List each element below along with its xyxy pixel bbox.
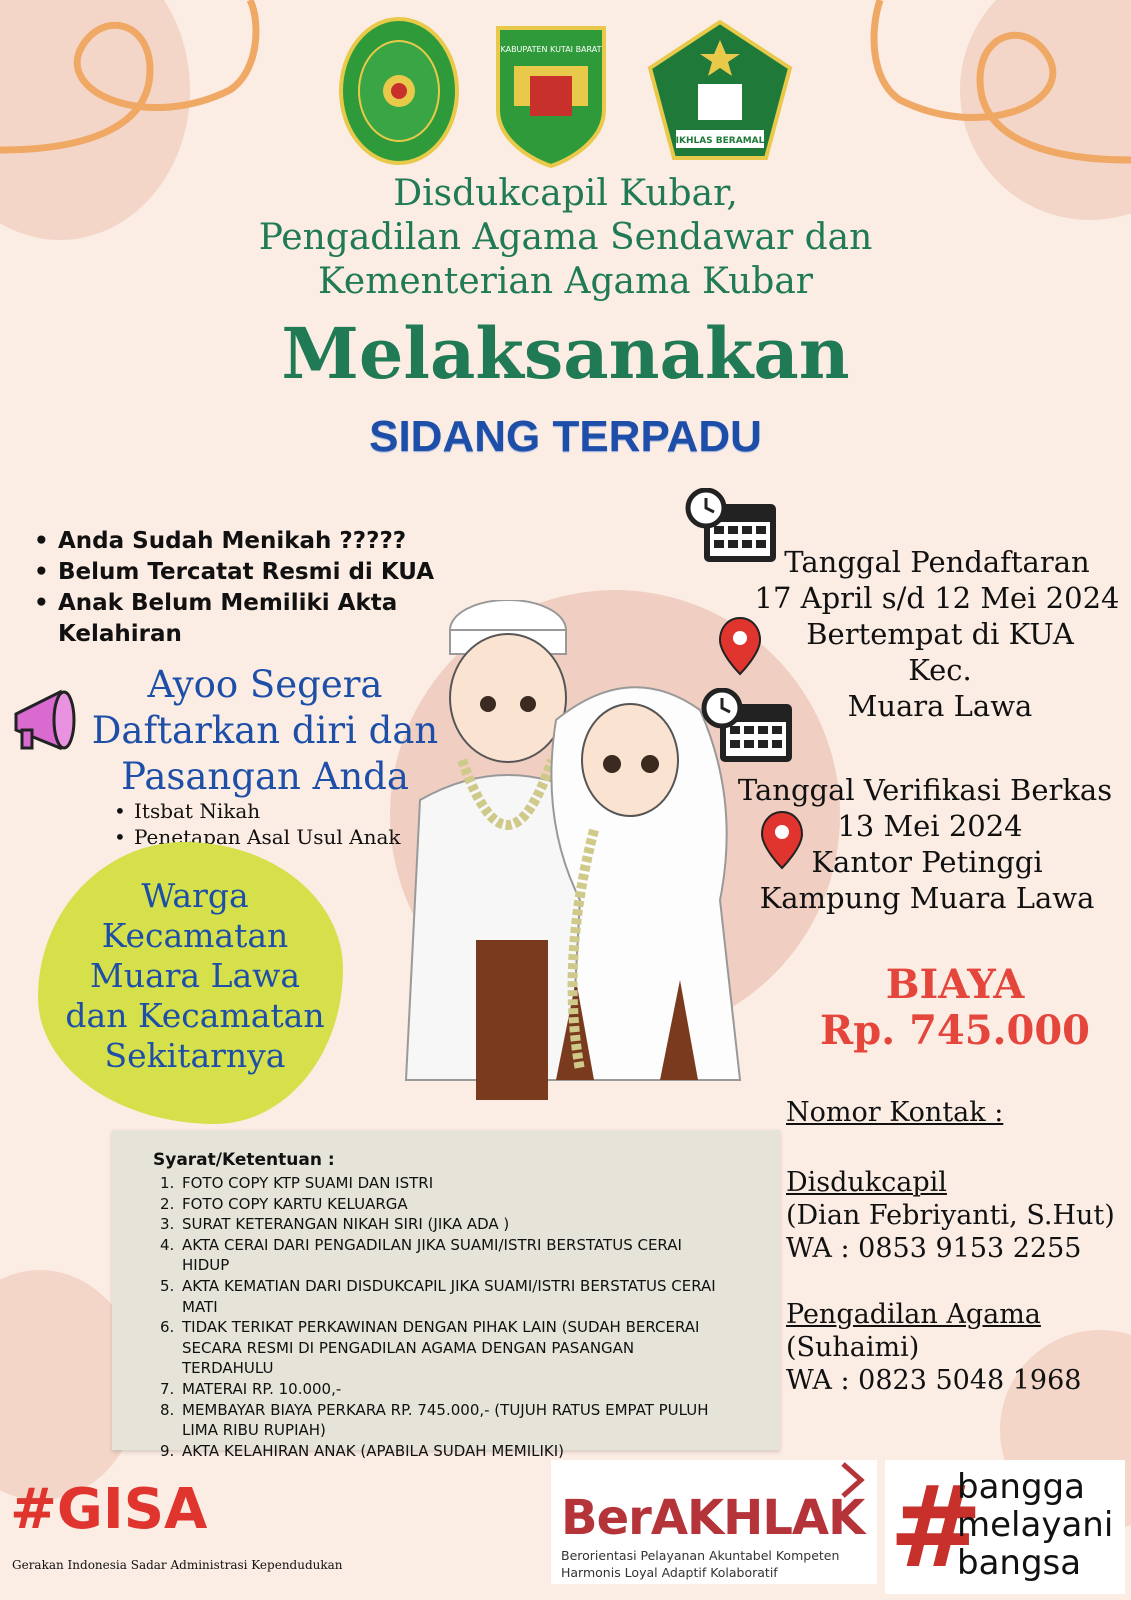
service-item: • Itsbat Nikah	[112, 798, 401, 824]
requirement-line: FOTO COPY KARTU KELUARGA	[182, 1194, 408, 1213]
pengadilan-logo-text	[300, 40, 301, 41]
registration-date: 17 April s/d 12 Mei 2024	[754, 581, 1120, 615]
verification-place-line: Kantor Petinggi	[811, 845, 1043, 879]
organizer-line: Pengadilan Agama Sendawar dan	[258, 217, 873, 258]
cta-line: Pasangan Anda	[121, 755, 409, 798]
gisa-tagline: Gerakan Indonesia Sadar Administrasi Kependudukan	[12, 1558, 343, 1572]
bangga-word: bangga	[957, 1467, 1085, 1507]
warga-line: Muara Lawa	[89, 956, 301, 995]
bangga-word: melayani	[957, 1505, 1114, 1545]
fee-amount: Rp. 745.000	[820, 1007, 1090, 1054]
calendar-clock-icon	[700, 688, 796, 766]
requirement-line: AKTA CERAI DARI PENGADILAN JIKA SUAMI/ISTRI BERSTATUS CERAI	[182, 1235, 682, 1254]
requirement-number: 4.	[160, 1235, 175, 1254]
organizers-title	[0, 172, 1131, 304]
warga-line: dan Kecamatan	[65, 996, 325, 1035]
requirement-line: FOTO COPY KTP SUAMI DAN ISTRI	[182, 1174, 434, 1192]
verification-place	[752, 844, 1102, 916]
organizer-line: Kementerian Agama Kubar	[318, 261, 813, 302]
berakhlak-word: BerAKHLAK	[561, 1490, 865, 1546]
kutai-logo-label: KABUPATEN KUTAI BARAT	[500, 45, 602, 54]
cta-line: Daftarkan diri dan	[91, 709, 439, 752]
contact-org-disdukcapil: Disdukcapil	[786, 1167, 947, 1198]
berakhlak-values-2: Harmonis Loyal Adaptif Kolaboratif	[561, 1565, 778, 1580]
sub-title: SIDANG TERPADU	[369, 412, 762, 461]
requirement-number: 7.	[160, 1379, 175, 1398]
question-item: • Anda Sudah Menikah ?????	[30, 526, 470, 557]
fee-block	[820, 962, 1090, 1054]
contact-org-pengadilan: Pengadilan Agama	[786, 1299, 1041, 1330]
requirement-item	[150, 1379, 770, 1400]
location-pin-icon	[718, 616, 762, 678]
warga-text	[50, 876, 340, 1076]
warga-line: Warga	[141, 876, 249, 915]
requirement-line: HIDUP	[182, 1256, 230, 1275]
requirement-number: 8.	[160, 1400, 175, 1419]
berakhlak-logo	[551, 1460, 877, 1584]
requirement-line: TIDAK TERIKAT PERKAWINAN DENGAN PIHAK LAIN (SUDAH BERCERAI	[182, 1318, 700, 1337]
registration-info	[752, 544, 1122, 580]
contact-wa-pengadilan: WA : 0823 5048 1968	[786, 1365, 1082, 1396]
requirement-number: 1.	[160, 1174, 175, 1192]
requirement-item	[150, 1235, 770, 1276]
contact-name-disdukcapil: (Dian Febriyanti, S.Hut)	[786, 1200, 1115, 1231]
cta-line: Ayoo Segera	[147, 663, 383, 706]
requirement-line: MATI	[182, 1297, 218, 1316]
verification-label: Tanggal Verifikasi Berkas	[737, 773, 1113, 807]
pengadilan-agama-logo	[338, 16, 460, 166]
requirement-item	[150, 1441, 770, 1462]
requirement-line: AKTA KEMATIAN DARI DISDUKCAPIL JIKA SUAMI/ISTRI BERSTATUS CERAI	[182, 1276, 716, 1295]
fee-label: BIAYA	[885, 961, 1025, 1008]
requirement-item	[150, 1173, 770, 1194]
requirement-item	[150, 1317, 770, 1379]
gisa-logo: #GISA	[10, 1477, 208, 1542]
requirement-line: MEMBAYAR BIAYA PERKARA RP. 745.000,- (TUJUH RATUS EMPAT PULUH	[182, 1400, 709, 1419]
verification-place-line: Kampung Muara Lawa	[759, 881, 1095, 915]
requirement-number: 5.	[160, 1276, 175, 1295]
requirement-number: 6.	[160, 1318, 175, 1337]
requirement-item	[150, 1194, 770, 1215]
couple-illustration	[380, 600, 760, 1110]
requirement-number: 3.	[160, 1215, 175, 1234]
contact-heading: Nomor Kontak :	[786, 1097, 1004, 1128]
question-item: • Anak Belum Memiliki Akta Kelahiran	[30, 588, 470, 650]
bangga-melayani-logo	[885, 1460, 1125, 1594]
requirement-line: SECARA RESMI DI PENGADILAN AGAMA DENGAN PASANGAN	[182, 1338, 635, 1357]
kutai-barat-logo	[490, 20, 612, 168]
requirement-line: TERDAHULU	[182, 1359, 274, 1378]
hash-icon: #	[889, 1463, 983, 1593]
requirement-item	[150, 1276, 770, 1317]
megaphone-icon	[8, 686, 84, 756]
service-list	[112, 798, 401, 850]
warga-line: Kecamatan	[101, 916, 289, 955]
requirements-list	[150, 1173, 770, 1461]
requirement-number: 2.	[160, 1194, 175, 1213]
question-item: • Belum Tercatat Resmi di KUA	[30, 557, 470, 588]
bangga-word: bangsa	[957, 1543, 1082, 1583]
registration-place-line: Bertempat di KUA Kec.	[806, 617, 1074, 687]
registration-place	[770, 616, 1110, 724]
kemenag-logo	[640, 18, 800, 166]
registration-place-line: Muara Lawa	[847, 689, 1033, 723]
requirement-line: LIMA RIBU RUPIAH)	[182, 1421, 326, 1440]
registration-label: Tanggal Pendaftaran	[784, 545, 1090, 579]
contact-name-pengadilan: (Suhaimi)	[786, 1332, 920, 1363]
verification-date: 13 Mei 2024	[837, 809, 1023, 843]
requirement-item	[150, 1214, 770, 1235]
kemenag-logo-label: IKHLAS BERAMAL	[675, 136, 765, 146]
requirement-item	[150, 1400, 770, 1441]
requirement-line: MATERAI RP. 10.000,-	[182, 1379, 342, 1398]
requirement-line: AKTA KELAHIRAN ANAK (APABILA SUDAH MEMILIKI)	[182, 1441, 565, 1460]
contact-wa-disdukcapil: WA : 0853 9153 2255	[786, 1233, 1082, 1264]
main-title: Melaksanakan	[281, 312, 850, 395]
requirement-number: 9.	[160, 1441, 175, 1460]
requirement-line: SURAT KETERANGAN NIKAH SIRI (JIKA ADA )	[182, 1215, 510, 1234]
requirements-title: Syarat/Ketentuan :	[153, 1150, 335, 1170]
organizer-line: Disdukcapil Kubar,	[393, 173, 738, 214]
service-item: • Penetapan Asal Usul Anak	[112, 824, 401, 850]
warga-line: Sekitarnya	[104, 1036, 286, 1075]
berakhlak-values-1: Berorientasi Pelayanan Akuntabel Kompeten	[561, 1548, 840, 1563]
